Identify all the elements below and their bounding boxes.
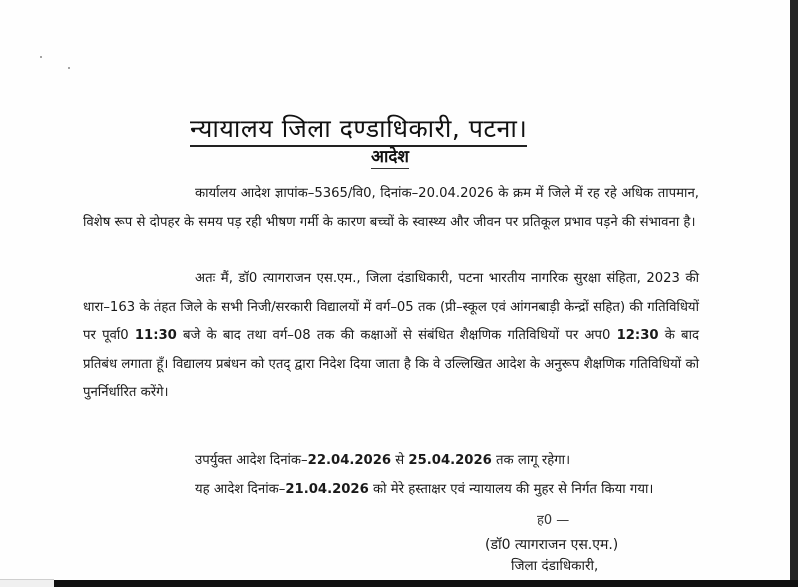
paragraph-text: उपर्युक्त आदेश दिनांक– [195, 453, 308, 468]
time-secondary-cutoff: 12:30 [616, 328, 659, 343]
viewer-right-edge [790, 0, 798, 587]
date-from: 22.04.2026 [307, 453, 392, 468]
page-title: न्यायालय जिला दण्डाधिकारी, पटना। [190, 113, 527, 147]
paragraph-text: बजे के बाद तथा वर्ग–08 तक की कक्षाओं से संबंधित शैक्षणिक गतिविधियों पर अप0 [176, 328, 617, 343]
viewer-bottom-bar [54, 580, 798, 587]
paragraph-order [83, 265, 699, 408]
signatory-name: (डॉ0 त्यागराजन एस.एम.) [485, 537, 619, 553]
paragraph-text: तक लागू रहेगा। [491, 453, 571, 468]
signatory-designation: जिला दंडाधिकारी, [511, 558, 599, 574]
paragraph-validity [83, 447, 699, 476]
time-primary-cutoff: 11:30 [134, 328, 177, 343]
scan-speck [40, 56, 42, 58]
paragraph-text: को मेरे हस्ताक्षर एवं न्यायालय की मुहर से निर्गत किया गया। [368, 482, 654, 497]
paragraph-issuance [83, 476, 699, 505]
paragraph-text: से [391, 453, 409, 468]
signature-mark: ह0 — [537, 513, 570, 528]
paragraph-reference [83, 180, 699, 237]
paragraph-text: कार्यालय आदेश ज्ञापांक–5365/वि0, दिनांक–20.04.2026 के क्रम में जिले में रह रहे अधिक तापमान, विशेष रूप से दोपहर के समय पड़ रही भीषण गर्मी के कारण बच्चों के स्वास्थ्य और जीवन पर प्रतिकूल प्रभाव पड़ने की संभावना है। [83, 186, 699, 230]
paragraph-text: अतः मैं, डॉ0 त्यागराजन एस.एम., जिला दंडाधिकारी, पटना भारतीय नागरिक सुरक्षा संहिता, 2023 की धारा–163 के तहत जिले के सभी निजी/सरकारी विद्यालयों में वर्ग–05 तक (प्री–स्कूल एवं आंगनबाड़ी केन्द्रों सहित) की गतिविधियों पर पूर्वा0 [83, 271, 699, 343]
paragraph-text: के बाद प्रतिबंध लगाता हूँ। विद्यालय प्रबंधन को एतद् द्वारा निदेश दिया जाता है कि वे उल्लिखित आदेश के अनुरूप शैक्षणिक गतिविधियों को पुनर्निर्धारित करेंगे। [83, 328, 699, 400]
paragraph-text: यह आदेश दिनांक– [195, 482, 286, 497]
date-issued: 21.04.2026 [285, 482, 369, 497]
scan-speck [68, 67, 70, 69]
order-heading: आदेश [371, 147, 409, 167]
date-to: 25.04.2026 [408, 453, 492, 468]
viewer-bottom-left-panel [0, 579, 54, 587]
